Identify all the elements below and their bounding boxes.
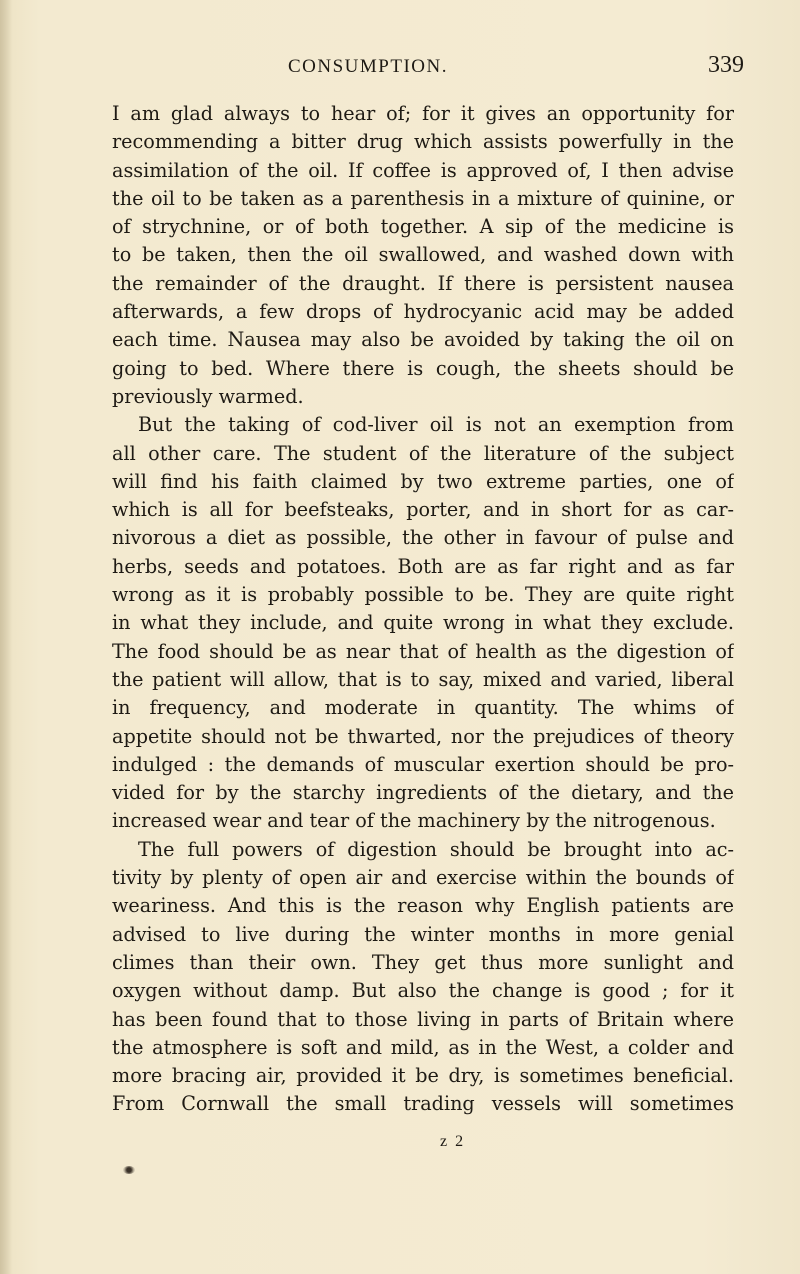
body-text <box>112 100 734 1119</box>
text-line: climes than their own. They get thus more sunlight and <box>112 950 734 974</box>
text-line: herbs, seeds and potatoes. Both are as far right and as far <box>112 554 734 578</box>
text-line: oxygen without damp. But also the change is good ; for it <box>112 979 734 1003</box>
text-line: the remainder of the draught. If there is persistent nausea <box>112 271 734 295</box>
text-line: advised to live during the winter months in more genial <box>112 922 734 946</box>
text-line: assimilation of the oil. If coffee is approved of, I then advise <box>112 158 734 182</box>
text-line: going to bed. Where there is cough, the sheets should be <box>112 356 734 380</box>
text-line: weariness. And this is the reason why English patients are <box>112 894 734 918</box>
running-head: CONSUMPTION. <box>288 56 448 77</box>
text-line: tivity by plenty of open air and exercise within the bounds of <box>112 866 734 890</box>
text-line: the oil to be taken as a parenthesis in a mixture of quinine, or <box>112 186 734 210</box>
text-line: the patient will allow, that is to say, mixed and varied, liberal <box>112 667 734 691</box>
text-line: previously warmed. <box>112 384 304 408</box>
text-line: vided for by the starchy ingredients of the dietary, and the <box>112 781 734 805</box>
text-line: has been found that to those living in parts of Britain where <box>112 1007 734 1031</box>
text-line: will find his faith claimed by two extreme parties, one of <box>112 469 734 493</box>
text-line: more bracing air, provided it be dry, is sometimes beneficial. <box>112 1064 734 1088</box>
text-line: to be taken, then the oil swallowed, and washed down with <box>112 243 734 267</box>
text-line: appetite should not be thwarted, nor the prejudices of theory <box>112 724 734 748</box>
ink-blot <box>123 1166 135 1174</box>
text-line: The food should be as near that of health as the digestion of <box>112 639 734 663</box>
text-line: which is all for beefsteaks, porter, and in short for as car- <box>112 498 734 522</box>
signature-mark: z 2 <box>440 1133 466 1150</box>
spine-shadow <box>0 0 12 1274</box>
text-line: But the taking of cod-liver oil is not an exemption from <box>138 413 734 437</box>
page-header <box>0 50 800 86</box>
text-line: From Cornwall the small trading vessels will sometimes <box>112 1092 734 1116</box>
text-line: each time. Nausea may also be avoided by taking the oil on <box>112 328 734 352</box>
text-line: of strychnine, or of both together. A sip of the medicine is <box>112 215 734 239</box>
text-line: in what they include, and quite wrong in what they exclude. <box>112 611 734 635</box>
text-line: The full powers of digestion should be brought into ac- <box>138 837 734 861</box>
text-line: I am glad always to hear of; for it gives an opportunity for <box>112 102 734 125</box>
text-line: the atmosphere is soft and mild, as in the West, a colder and <box>112 1035 734 1059</box>
page-number: 339 <box>708 52 744 78</box>
text-line: in frequency, and moderate in quantity. The whims of <box>112 696 734 720</box>
text-line: recommending a bitter drug which assists powerfully in the <box>112 130 734 154</box>
text-line: indulged : the demands of muscular exertion should be pro- <box>112 752 734 776</box>
text-line: afterwards, a few drops of hydrocyanic acid may be added <box>112 300 734 324</box>
text-line: wrong as it is probably possible to be. They are quite right <box>112 583 734 607</box>
text-line: all other care. The student of the literature of the subject <box>112 441 734 465</box>
text-line: increased wear and tear of the machinery by the nitrogenous. <box>112 809 716 833</box>
text-line: nivorous a diet as possible, the other in favour of pulse and <box>112 526 734 550</box>
